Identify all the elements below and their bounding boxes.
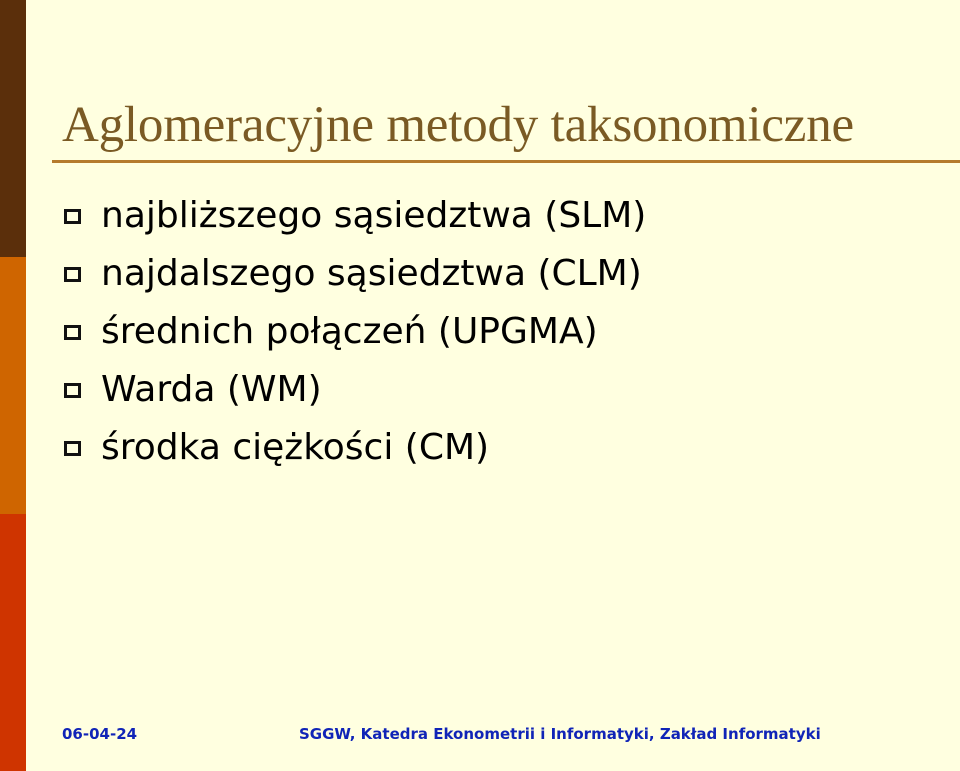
hollow-square-icon: [64, 267, 81, 282]
method-list: [64, 187, 646, 477]
list-item-text: Warda (WM): [101, 369, 322, 410]
list-item-cm: [64, 419, 646, 477]
hollow-square-icon: [64, 325, 81, 340]
title-divider: [52, 160, 960, 163]
slide-title: Aglomeracyjne metody taksonomiczne: [62, 97, 854, 153]
list-item-slm: [64, 187, 646, 245]
list-item-upgma: [64, 303, 646, 361]
list-item-text: najdalszego sąsiedztwa (CLM): [101, 253, 642, 294]
hollow-square-icon: [64, 209, 81, 224]
list-item-clm: [64, 245, 646, 303]
decorative-sidebar: [0, 0, 26, 771]
list-item-wm: [64, 361, 646, 419]
footer-organization: SGGW, Katedra Ekonometrii i Informatyki, Zakład Informatyki: [299, 725, 821, 743]
list-item-text: najbliższego sąsiedztwa (SLM): [101, 195, 647, 236]
hollow-square-icon: [64, 383, 81, 398]
list-item-text: środka ciężkości (CM): [101, 427, 490, 468]
sidebar-orange-band: [0, 257, 26, 514]
hollow-square-icon: [64, 441, 81, 456]
sidebar-red-band: [0, 514, 26, 771]
sidebar-brown-band: [0, 0, 26, 257]
list-item-text: średnich połączeń (UPGMA): [101, 311, 598, 352]
footer-date: 06-04-24: [62, 725, 138, 743]
